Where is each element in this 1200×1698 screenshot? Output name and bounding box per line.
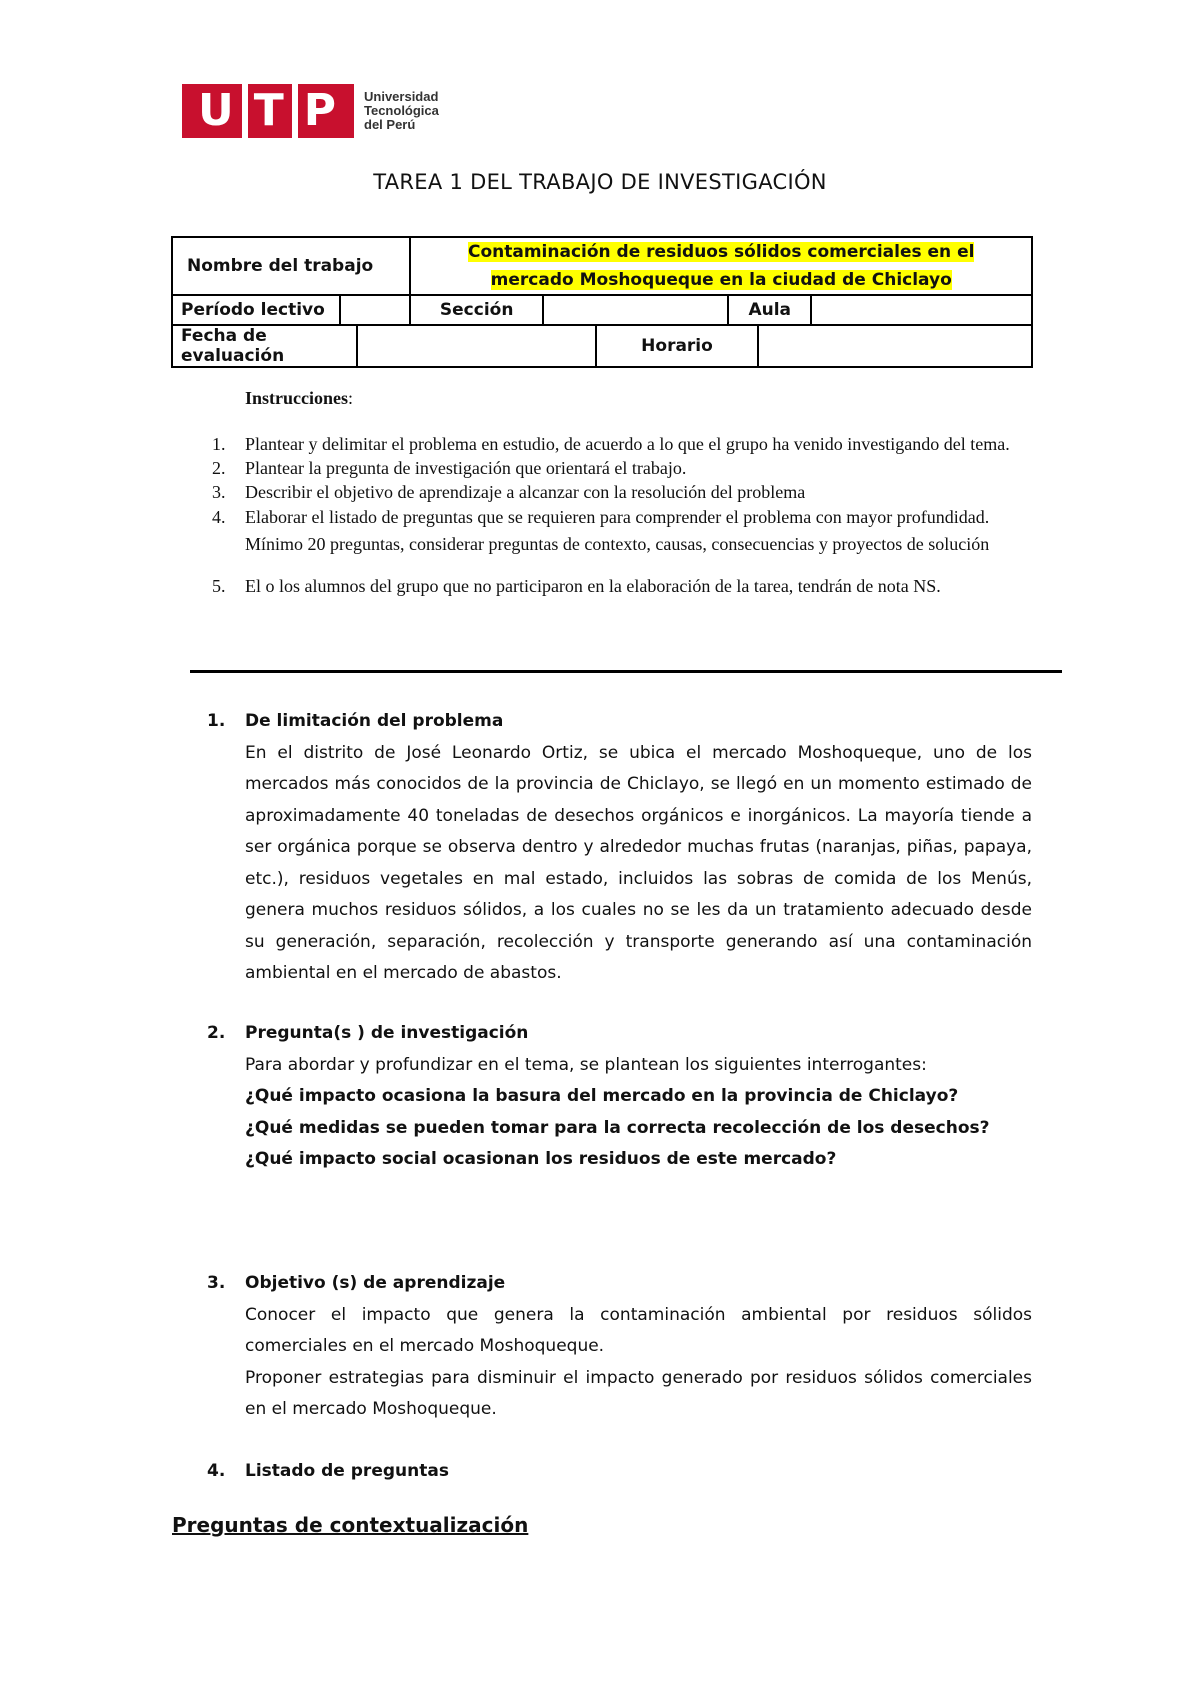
section-3 <box>245 1268 1032 1426</box>
research-question: ¿Qué medidas se pueden tomar para la correcta recolección de los desechos? <box>245 1117 990 1138</box>
aula-label: Aula <box>728 295 811 325</box>
section-2 <box>245 1018 1032 1176</box>
instruction-item: 4. Elaborar el listado de preguntas que se requieren para comprender el problema con mayor profundidad. Mínimo 20 preguntas, considerar preguntas de contexto, causas, consecuencias y proyectos de solución <box>212 507 990 554</box>
seccion-label: Sección <box>410 295 543 325</box>
section-4-title: Listado de preguntas <box>245 1461 449 1481</box>
contextualization-heading: Preguntas de contextualización <box>172 1513 529 1537</box>
section-1-title: De limitación del problema <box>245 711 504 731</box>
fecha-value <box>357 325 595 367</box>
research-question: ¿Qué impacto ocasiona la basura del mercado en la provincia de Chiclayo? <box>245 1086 959 1106</box>
utp-logo-mark <box>182 84 354 138</box>
instruction-item: 1. Plantear y delimitar el problema en estudio, de acuerdo a lo que el grupo ha venido investigando del tema. <box>212 434 1010 454</box>
section-3-number: 3. <box>207 1273 226 1293</box>
instruction-item: 2. Plantear la pregunta de investigación que orientará el trabajo. <box>212 458 687 478</box>
info-table <box>171 236 1033 368</box>
instructions-list <box>196 432 1036 598</box>
instruction-item: 5. El o los alumnos del grupo que no participaron en la elaboración de la tarea, tendrán de nota NS. <box>212 576 941 596</box>
section-1 <box>245 706 1032 990</box>
logo-letter-u: U <box>198 85 236 136</box>
section-1-body: En el distrito de José Leonardo Ortiz, se ubica el mercado Moshoqueque, uno de los mercados más conocidos de la provincia de Chiclayo, se llegó en un momento estimado de aproximadamente 40 toneladas de desechos orgánicos e inorgánicos. La mayoría tiende a ser orgánica porque se observa dentro y alrededor muchas frutas (naranjas, piñas, papaya, etc.), residuos vegetales en mal estado, incluidos las sobras de comida de los Menús, genera muchos residuos sólidos, a los cuales no se les da un tratamiento adecuado desde su generación, separación, recolección y transporte generando así una contaminación ambiental en el mercado de abastos. <box>245 742 1032 983</box>
section-3-title: Objetivo (s) de aprendizaje <box>245 1273 506 1293</box>
section-2-number: 2. <box>207 1023 226 1043</box>
instruction-item: 3. Describir el objetivo de aprendizaje a alcanzar con la resolución del problema <box>212 482 806 502</box>
logo-wordmark: Universidad Tecnológica del Perú <box>364 89 439 132</box>
section-2-title: Pregunta(s ) de investigación <box>245 1023 529 1043</box>
logo-letter-p: P <box>303 85 338 136</box>
aula-value <box>811 295 1032 325</box>
section-4-number: 4. <box>207 1461 226 1481</box>
instructions-heading: Instrucciones: <box>245 388 354 408</box>
divider-line <box>190 670 1062 673</box>
section-3-objective-2: Proponer estrategias para disminuir el impacto generado por residuos sólidos comerciales en el mercado Moshoqueque. <box>245 1367 1032 1419</box>
logo-letter-t: T <box>253 85 286 136</box>
section-2-intro: Para abordar y profundizar en el tema, se plantean los siguientes interrogantes: <box>245 1054 927 1075</box>
periodo-value <box>340 295 411 325</box>
research-question: ¿Qué impacto social ocasionan los residuos de este mercado? <box>245 1149 837 1169</box>
section-1-number: 1. <box>207 711 226 731</box>
info-row-periodo <box>172 295 1032 325</box>
document-title: TAREA 1 DEL TRABAJO DE INVESTIGACIÓN <box>373 170 827 194</box>
horario-label: Horario <box>596 325 758 367</box>
horario-value <box>758 325 1032 367</box>
fecha-label: Fecha de evaluación <box>172 325 357 367</box>
section-4 <box>245 1456 1032 1488</box>
info-row-fecha <box>172 325 1032 367</box>
info-row-nombre <box>172 237 1032 295</box>
section-3-objective-1: Conocer el impacto que genera la contaminación ambiental por residuos sólidos comerciales en el mercado Moshoqueque. <box>245 1304 1032 1356</box>
seccion-value <box>543 295 728 325</box>
nombre-label: Nombre del trabajo <box>172 237 410 295</box>
periodo-label: Período lectivo <box>172 295 340 325</box>
utp-logo <box>182 84 439 138</box>
nombre-value: Contaminación de residuos sólidos comerciales en el mercado Moshoqueque en la ciudad de Chiclayo <box>410 237 1032 295</box>
